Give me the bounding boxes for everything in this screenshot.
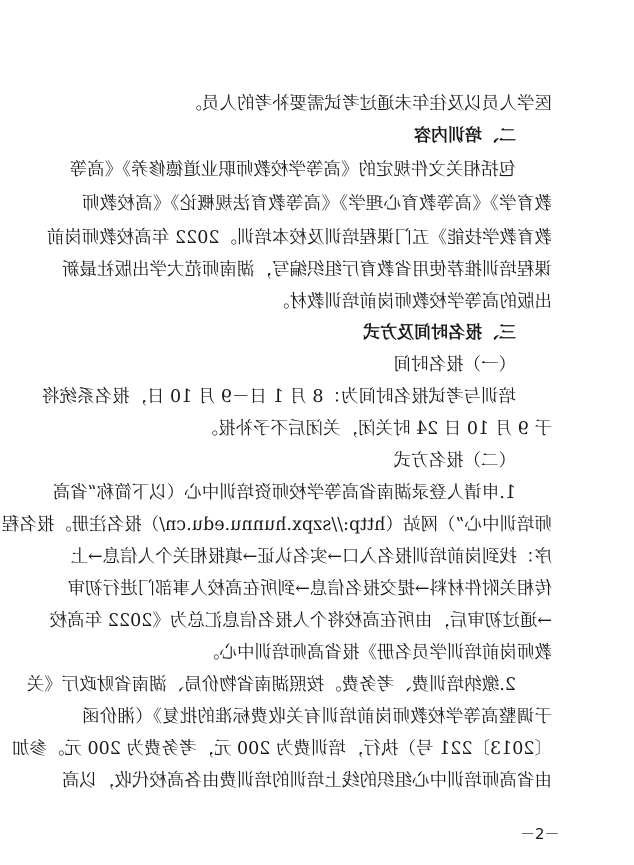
text-line: 由省高师培训中心组织的线上培训的培训费由各高校代收，以高 (62, 771, 552, 791)
text-line: →通过初审后，由所在高校将个人报名信息汇总为《2022 年高校 (49, 611, 552, 631)
section-heading: 二、培训内容 (414, 126, 516, 146)
text-line: 教育教学技能》五门课程培训及校本培训。2022 年高校教师岗前 (46, 228, 552, 248)
text-line: 教师岗前培训学员名册》报省高师培训中心。 (202, 643, 552, 663)
text-line: 包括相关文件规定的《高等学校教师职业道德修养》《高等 (69, 160, 516, 180)
text-line: 于 9 月 10 日 24 时关闭，关闭后不予补报。 (200, 419, 552, 439)
text-line: 〔2013〕221 号）执行，培训费为 200 元，考务费为 200 元。参加 (11, 739, 552, 759)
text-line: 传相关附件材料→提交报名信息→到所在高校人事部门进行初审 (67, 579, 552, 599)
text-line: 课程培训推荐使用省教育厅组织编写，湖南师范大学出版社最新 (62, 260, 552, 280)
subsection-heading: （一）报名时间 (393, 355, 516, 375)
text-line: 师培训中心”）网站（http://szpx.hunnu.edu.cn/）报名注册。报名程 (1, 515, 552, 535)
page-number: －2－ (520, 825, 560, 843)
text-line: 教育学》《高等教育心理学》《高等教育法规概论》《高校教师 (82, 194, 552, 214)
text-line: 出版的高等学校教师岗前培训教材。 (272, 292, 552, 312)
section-heading: 三、报名时间及方式 (363, 323, 516, 343)
text-line: 2.缴纳培训费、考务费。按照湖南省物价局、湖南省财政厅《关 (26, 675, 516, 695)
text-line: 序：找到岗前培训报名入口→实名认证→填报相关个人信息→上 (70, 547, 552, 567)
text-line: 医学人员以及往年未通过考试需要补考的人员。 (184, 94, 552, 114)
text-line: 1.申请人登录湖南省高等学校师资培训中心（以下简称“省高 (52, 483, 516, 503)
subsection-heading: （二）报名方式 (393, 451, 516, 471)
text-line: 培训与考试报名时间为：8 月 1 日－9 月 10 日，报名系统将 (41, 387, 516, 407)
text-line: 于调整高等学校教师岗前培训有关收费标准的批复》（湘价函 (82, 707, 552, 727)
